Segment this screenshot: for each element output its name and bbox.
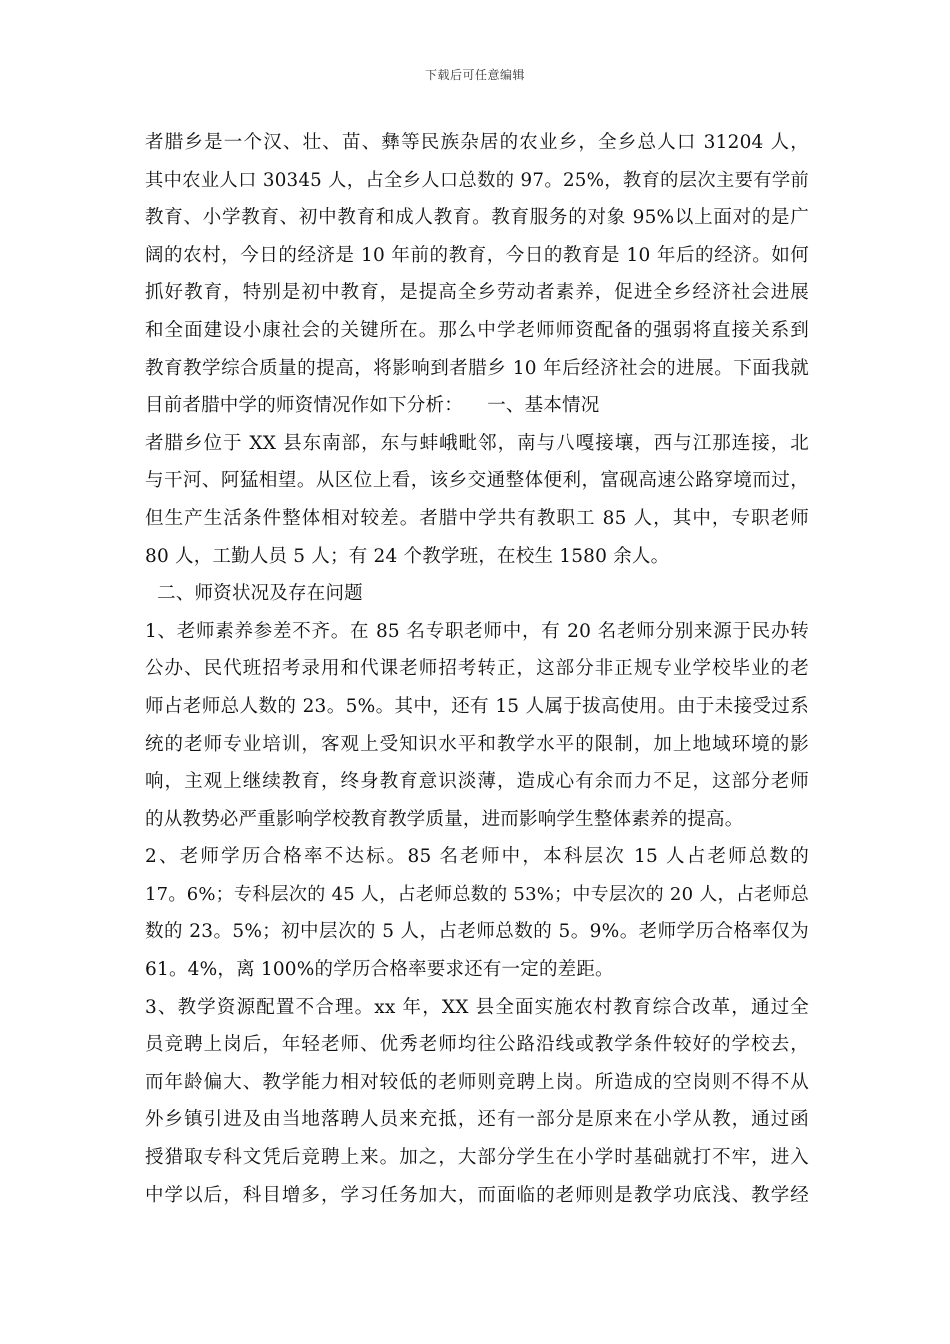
text-line: 抓好教育，特别是初中教育，是提高全乡劳动者素养，促进全乡经济社会进展 bbox=[145, 282, 809, 304]
text-line: 公办、民代班招考录用和代课老师招考转正，这部分非正规专业学校毕业的老 bbox=[145, 658, 809, 680]
page-header: 下载后可任意编辑 bbox=[424, 68, 525, 82]
text-line: 61。4%，离 100%的学历合格率要求还有一定的差距。 bbox=[145, 959, 614, 981]
text-line: 17。6%；专科层次的 45 人，占老师总数的 53%；中专层次的 20 人，占老师总 bbox=[145, 883, 809, 905]
body-text bbox=[145, 124, 809, 1214]
text-line: 阔的农村，今日的经济是 10 年前的教育，今日的教育是 10 年后的经济。如何 bbox=[145, 244, 809, 266]
text-line: 员竞聘上岗后，年轻老师、优秀老师均往公路沿线或教学条件较好的学校去， bbox=[145, 1034, 809, 1056]
text-line: 3、教学资源配置不合理。xx 年，XX 县全面实施农村教育综合改革，通过全 bbox=[145, 996, 809, 1018]
text-line: 数的 23。5%；初中层次的 5 人，占老师总数的 5。9%。老师学历合格率仅为 bbox=[145, 921, 809, 943]
text-line: 而年龄偏大、教学能力相对较低的老师则竞聘上岗。所造成的空岗则不得不从 bbox=[145, 1071, 809, 1093]
text-line: 二、师资状况及存在问题 bbox=[145, 583, 363, 605]
text-line: 2、老师学历合格率不达标。85 名老师中，本科层次 15 人占老师总数的 bbox=[145, 846, 809, 868]
text-line: 教育教学综合质量的提高，将影响到者腊乡 10 年后经济社会的进展。下面我就 bbox=[145, 357, 809, 379]
text-line: 80 人，工勤人员 5 人；有 24 个教学班，在校生 1580 余人。 bbox=[145, 545, 670, 567]
text-line: 其中农业人口 30345 人，占全乡人口总数的 97。25%，教育的层次主要有学前 bbox=[145, 169, 809, 191]
text-line: 响，主观上继续教育，终身教育意识淡薄，造成心有余而力不足，这部分老师 bbox=[145, 771, 809, 793]
text-line: 者腊乡位于 XX 县东南部，东与蚌峨毗邻，南与八嘎接壤，西与江那连接，北 bbox=[145, 432, 809, 454]
text-line: 的从教势必严重影响学校教育教学质量，进而影响学生整体素养的提高。 bbox=[145, 808, 744, 830]
text-line: 1、老师素养参差不齐。在 85 名专职老师中，有 20 名老师分别来源于民办转 bbox=[145, 620, 809, 642]
text-line: 外乡镇引进及由当地落聘人员来充抵，还有一部分是原来在小学从教，通过函 bbox=[145, 1109, 809, 1131]
text-line: 师占老师总人数的 23。5%。其中，还有 15 人属于拔高使用。由于未接受过系 bbox=[145, 695, 809, 717]
text-line: 教育、小学教育、初中教育和成人教育。教育服务的对象 95%以上面对的是广 bbox=[145, 207, 809, 229]
text-line: 但生产生活条件整体相对较差。者腊中学共有教职工 85 人，其中，专职老师 bbox=[145, 507, 809, 529]
text-line: 目前者腊中学的师资情况作如下分析： 一、基本情况 bbox=[145, 395, 600, 417]
text-line: 统的老师专业培训，客观上受知识水平和教学水平的限制，加上地域环境的影 bbox=[145, 733, 809, 755]
text-line: 授猎取专科文凭后竞聘上来。加之，大部分学生在小学时基础就打不牢，进入 bbox=[145, 1147, 809, 1169]
text-line: 者腊乡是一个汉、壮、苗、彝等民族杂居的农业乡，全乡总人口 31204 人， bbox=[145, 132, 809, 153]
text-line: 和全面建设小康社会的关键所在。那么中学老师师资配备的强弱将直接关系到 bbox=[145, 319, 809, 341]
text-line: 中学以后，科目增多，学习任务加大，而面临的老师则是教学功底浅、教学经 bbox=[145, 1184, 809, 1206]
text-line: 与干河、阿猛相望。从区位上看，该乡交通整体便利，富砚高速公路穿境而过， bbox=[145, 470, 809, 492]
